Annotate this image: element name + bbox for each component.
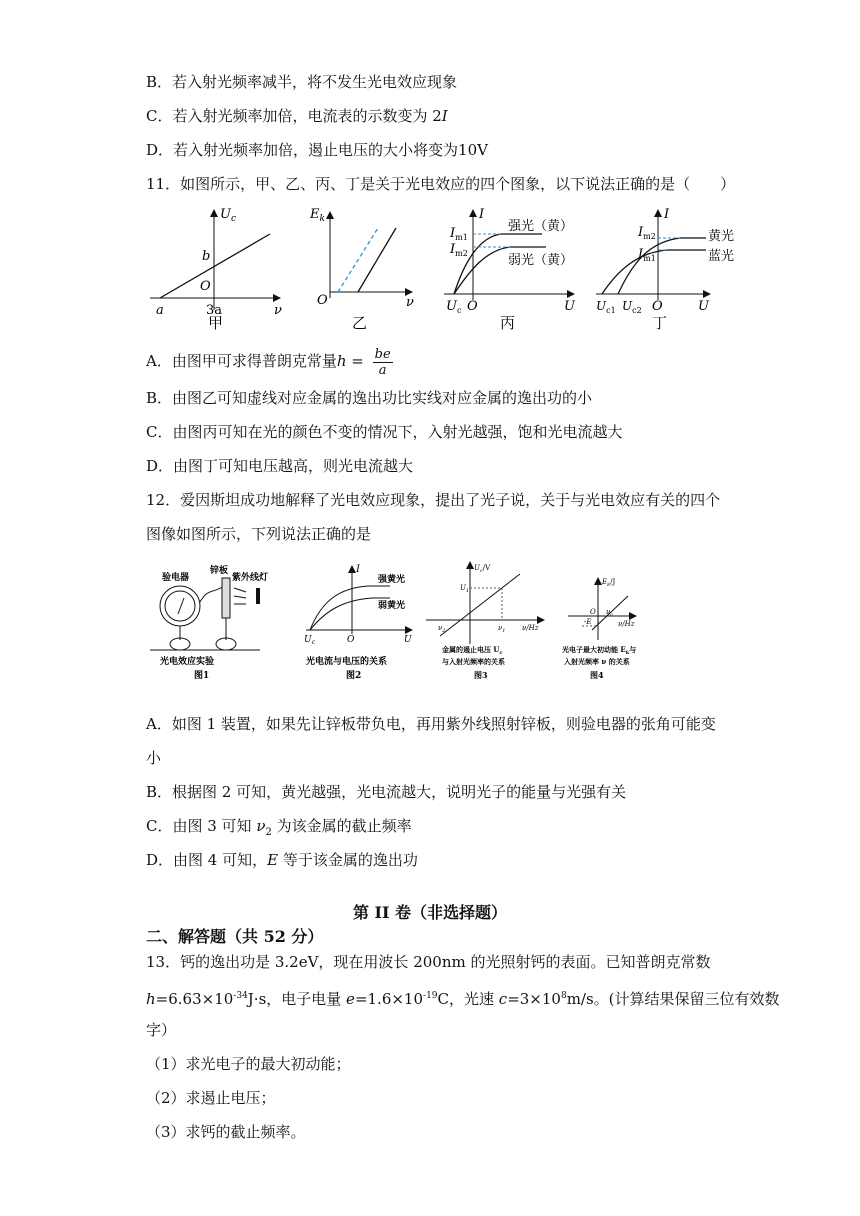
svg-text:Im1: $I_{m1}$ — [638, 247, 656, 263]
svg-text:甲: 甲 — [208, 314, 224, 332]
q12-option-b: B．根据图 2 可知，黄光越强，光电流越大，说明光子的能量与光强有关 — [146, 783, 627, 801]
svg-text:Uc2: $U_{c2}$ — [622, 299, 642, 315]
svg-text:Im2: $I_{m2}$ — [638, 225, 656, 241]
svg-text:νc: $\nu_c$ — [606, 608, 614, 618]
q12-option-d: D．由图 4 可知，E 等于该金属的逸出功 — [146, 851, 418, 869]
svg-text:丙: 丙 — [500, 314, 516, 332]
svg-text:黄光: 黄光 — [708, 229, 735, 244]
svg-text:紫外线灯: 紫外线灯 — [232, 573, 269, 583]
svg-text:O: O — [467, 299, 478, 314]
svg-text:U: U — [698, 299, 709, 314]
figure-2 — [304, 564, 412, 681]
svg-text:图3: 图3 — [474, 670, 488, 680]
q11-option-a: A．由图甲可求得普朗克常量h = $\frac{be}{a}$ — [146, 346, 391, 378]
q13-part2: （2）求遏止电压； — [146, 1089, 276, 1107]
svg-text:Ek: $E_k$ — [310, 207, 325, 224]
figure-jia — [150, 207, 282, 332]
svg-text:光电效应实验: 光电效应实验 — [160, 657, 215, 667]
svg-text:O: O — [200, 279, 211, 294]
q11-option-c: C．由图丙可知在光的颜色不变的情况下，入射光越强，饱和光电流越大 — [146, 423, 623, 441]
svg-text:Uc: $U_c$ — [304, 635, 315, 646]
svg-text:O: O — [347, 635, 355, 645]
figure-bing — [444, 207, 576, 332]
svg-text:光电流与电压的关系: 光电流与电压的关系 — [306, 657, 388, 667]
svg-text:乙: 乙 — [352, 314, 368, 332]
q12-stem-line2: 图像如图所示，下列说法正确的是 — [146, 525, 372, 543]
svg-text:a: a — [156, 303, 164, 318]
svg-text:ν: ν — [274, 303, 282, 318]
q11-option-b: B．由图乙可知虚线对应金属的逸出功比实线对应金属的逸出功的小 — [146, 389, 593, 407]
svg-text:ν2: $\nu_2$ — [438, 624, 446, 634]
svg-text:O: O — [652, 299, 663, 314]
svg-text:I: I — [664, 207, 670, 222]
q11-option-d: D．由图丁可知电压越高，则光电流越大 — [146, 457, 414, 475]
svg-text:光电子最大初动能 Ek与: 光电子最大初动能 $E_k$与 — [562, 645, 637, 656]
svg-text:ν: ν — [406, 295, 414, 310]
q10-option-c: C．若入射光频率加倍，电流表的示数变为 2I — [146, 107, 448, 125]
figure-4 — [562, 578, 636, 680]
q12-option-c: C．由图 3 可知 $\nu_2$ 为该金属的截止频率 — [146, 817, 412, 838]
svg-text:Ek/J: $E_k/J$ — [602, 578, 616, 588]
q12-figures — [150, 558, 690, 688]
svg-text:与入射光频率的关系: 与入射光频率的关系 — [442, 657, 505, 666]
figure-3 — [426, 562, 544, 680]
svg-text:Uc: $U_c$ — [220, 207, 237, 224]
q12-option-a-line2: 小 — [146, 749, 162, 767]
q10-option-b: B．若入射光频率减半，将不发生光电效应现象 — [146, 73, 458, 91]
svg-text:入射光频率 ν 的关系: 入射光频率 ν 的关系 — [564, 657, 630, 666]
q13-constants: $h=6.63\times 10^{-34}J\cdot s$，电子电量 $e=1.6\times 10^{-19}C$，光速 $c=3\times 10^8m/s$。(计算结果保留三位有效数 — [146, 990, 780, 1008]
svg-text:ν/Hz: ν/Hz — [618, 620, 635, 628]
svg-text:丁: 丁 — [652, 314, 668, 332]
figure-yi — [309, 207, 414, 332]
q11-stem: 11．如图所示，甲、乙、丙、丁是关于光电效应的四个图象，以下说法正确的是（ ） — [146, 175, 736, 193]
svg-text:Uc: $U_c$ — [446, 299, 462, 315]
svg-text:ν1: $\nu_1$ — [498, 624, 506, 634]
svg-text:Uc/V: $U_c/V$ — [474, 564, 491, 574]
svg-text:b: b — [202, 249, 211, 264]
q10-option-d: D．若入射光频率加倍，遏止电压的大小将变为10V — [146, 141, 488, 159]
svg-text:Im1: $I_{m1}$ — [450, 226, 468, 242]
svg-text:弱黄光: 弱黄光 — [378, 601, 406, 611]
svg-text:强光（黄）: 强光（黄） — [508, 219, 574, 234]
svg-text:I: I — [479, 207, 485, 222]
q13-part1: （1）求光电子的最大初动能； — [146, 1055, 351, 1073]
svg-text:3a: 3a — [206, 303, 223, 318]
svg-text:图1: 图1 — [194, 671, 210, 681]
svg-text:强黄光: 强黄光 — [378, 575, 406, 585]
svg-text:金属的遏止电压 Uc: 金属的遏止电压 $U_c$ — [442, 645, 503, 656]
section-heading: 二、解答题（共 52 分） — [146, 927, 324, 946]
figure-1 — [150, 564, 268, 681]
svg-text:O: O — [317, 293, 328, 308]
svg-text:U: U — [404, 635, 412, 645]
svg-text:锌板: 锌板 — [210, 566, 229, 576]
q11-figures — [140, 200, 735, 332]
svg-text:图2: 图2 — [346, 671, 362, 681]
q13-stem: 13．钙的逸出功是 3.2eV，现在用波长 200nm 的光照射钙的表面。已知普朗克常数 — [146, 953, 711, 971]
svg-text:-E: -E — [584, 618, 592, 626]
svg-text:I: I — [356, 564, 360, 575]
q13-tail: 字） — [146, 1021, 177, 1039]
svg-text:ν/Hz: ν/Hz — [522, 624, 539, 632]
q12-stem-line1: 12．爱因斯坦成功地解释了光电效应现象，提出了光子说，关于与光电效应有关的四个 — [146, 491, 721, 509]
svg-text:U1: $U_1$ — [460, 584, 470, 594]
q13-part3: （3）求钙的截止频率。 — [146, 1123, 306, 1141]
q12-option-a-line1: A．如图 1 装置，如果先让锌板带负电，再用紫外线照射锌板，则验电器的张角可能变 — [146, 715, 716, 733]
svg-text:Uc1: $U_{c1}$ — [596, 299, 616, 315]
svg-text:验电器: 验电器 — [162, 573, 190, 583]
svg-text:Im2: $I_{m2}$ — [450, 242, 468, 258]
svg-text:弱光（黄）: 弱光（黄） — [508, 253, 574, 268]
svg-text:图4: 图4 — [590, 670, 604, 680]
part2-title: 第 II 卷（非选择题） — [352, 903, 508, 922]
svg-text:U: U — [564, 299, 575, 314]
svg-text:蓝光: 蓝光 — [708, 249, 735, 264]
figure-ding — [596, 207, 734, 332]
svg-text:O: O — [590, 608, 596, 616]
